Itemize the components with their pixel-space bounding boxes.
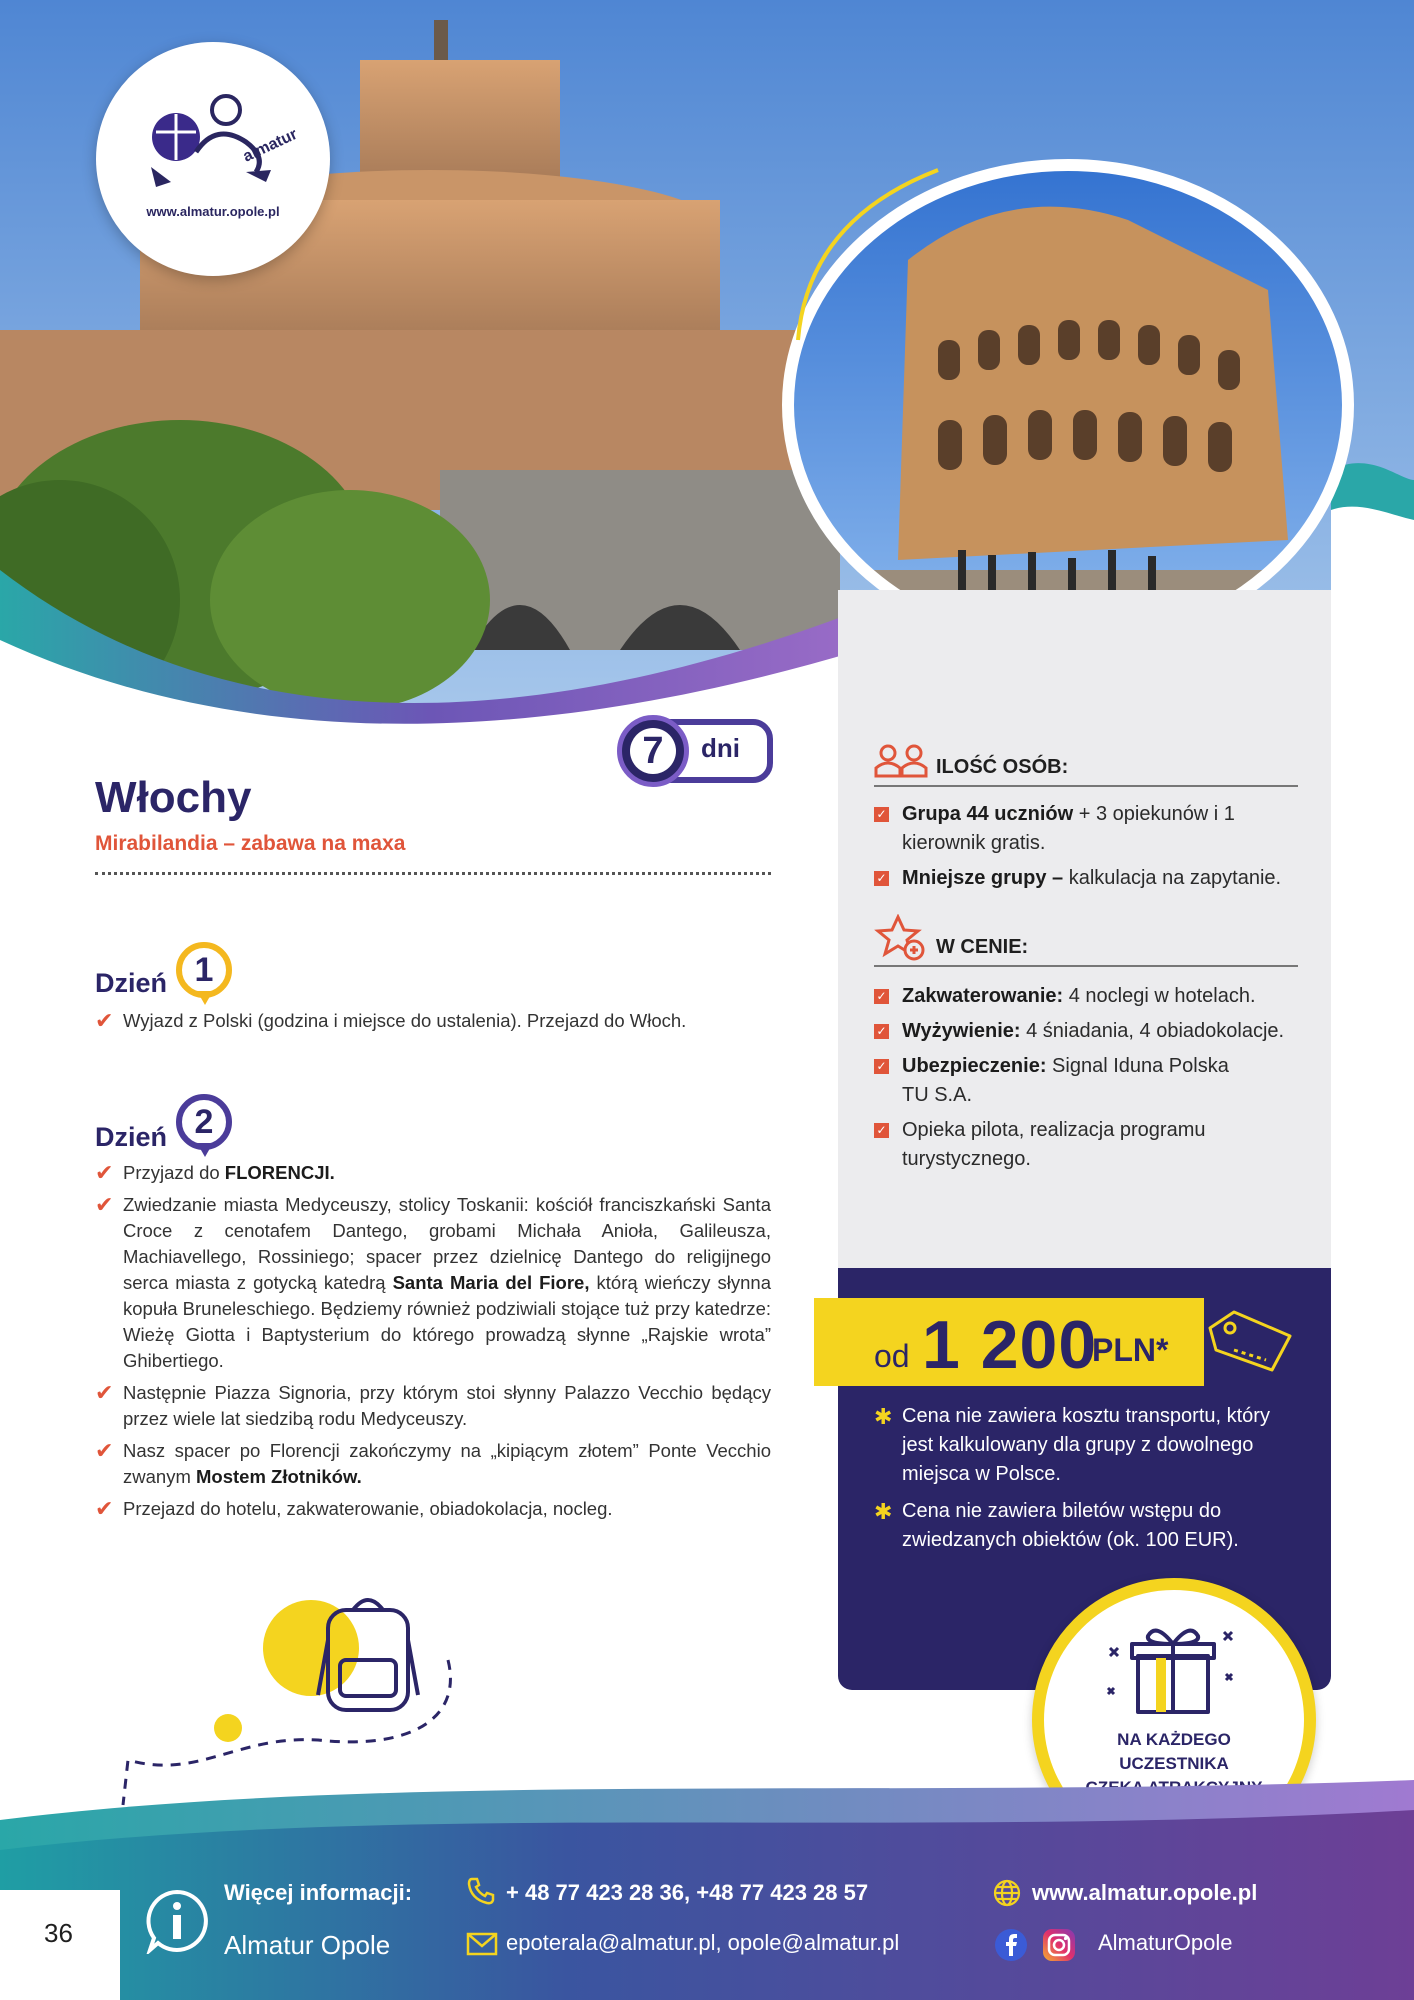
list-item: ✓ Zakwaterowanie: 4 noclegi w hotelach. xyxy=(874,982,1314,1011)
logo-url: www.almatur.opole.pl xyxy=(146,204,280,219)
list-item: ✔ Przejazd do hotelu, zakwaterowanie, obiadokolacja, nocleg. xyxy=(95,1496,613,1521)
days-count: 7 xyxy=(630,728,676,774)
day-1-number: 1 xyxy=(176,942,232,998)
checkbox-icon: ✓ xyxy=(874,1123,889,1138)
list-item: ✓ Ubezpieczenie: Signal Iduna Polska TU S.A. xyxy=(874,1052,1254,1110)
backpack-icon xyxy=(118,1590,458,1810)
checkbox-icon: ✓ xyxy=(874,871,889,886)
price-notes xyxy=(874,1402,1294,1563)
check-icon: ✔ xyxy=(95,1496,114,1521)
day-2-number: 2 xyxy=(176,1094,232,1150)
persons-list xyxy=(874,800,1314,899)
list-item: ✓ Grupa 44 uczniów + 3 opiekunów i 1 kierownik gratis. xyxy=(874,800,1314,858)
list-item: ✔ Nasz spacer po Florencji zakończymy na „kipiącym złotem” Ponte Vecchio zwanym Mostem Złotników. xyxy=(95,1438,771,1487)
included-list xyxy=(874,982,1314,1180)
day-2-pin-icon xyxy=(176,1094,236,1162)
globe-icon xyxy=(992,1878,1022,1908)
trip-title: Włochy xyxy=(95,773,252,822)
info-icon xyxy=(144,1888,210,1954)
email-addresses[interactable]: epoterala@almatur.pl, opole@almatur.pl xyxy=(506,1930,900,1955)
check-icon: ✔ xyxy=(95,1008,114,1033)
list-item: ✓ Wyżywienie: 4 śniadania, 4 obiadokolacje. xyxy=(874,1017,1314,1046)
check-icon: ✔ xyxy=(95,1160,114,1185)
day-2-list xyxy=(95,1160,771,1528)
gift-text: NA KAŻDEGO UCZESTNIKA xyxy=(1117,1730,1231,1773)
checkbox-icon: ✓ xyxy=(874,989,889,1004)
list-item: ✱ Cena nie zawiera kosztu transportu, który jest kalkulowany dla grupy z dowolnego miejsca w Polsce. xyxy=(874,1404,1270,1485)
almatur-logo[interactable] xyxy=(96,42,330,276)
check-icon: ✔ xyxy=(95,1192,114,1217)
gift-icon xyxy=(1104,1618,1244,1718)
org-name: Almatur Opole xyxy=(224,1930,391,1960)
list-item: ✓ Opieka pilota, realizacja programu turystycznego. xyxy=(874,1116,1254,1174)
page-number: 36 xyxy=(44,1918,73,1948)
facebook-icon[interactable] xyxy=(994,1928,1028,1962)
trip-subtitle: Mirabilandia – zabawa na maxa xyxy=(95,832,406,855)
asterisk-icon: ✱ xyxy=(874,1499,893,1524)
more-info-label: Więcej informacji: xyxy=(224,1880,413,1905)
price-tag-icon xyxy=(1204,1306,1294,1376)
price-currency: PLN* xyxy=(1092,1332,1169,1368)
list-item: ✔ Przyjazd do FLORENCJI. xyxy=(95,1160,335,1185)
day-2-heading: Dzień xyxy=(95,1122,168,1152)
colosseum-photo xyxy=(768,140,1358,655)
website-link[interactable]: www.almatur.opole.pl xyxy=(1032,1880,1258,1905)
svg-text:almatur: almatur xyxy=(240,125,301,166)
phone-icon xyxy=(466,1876,496,1906)
day-1-pin-icon xyxy=(176,942,236,1010)
days-badge xyxy=(617,715,775,787)
asterisk-icon: ✱ xyxy=(874,1404,893,1429)
price-prefix: od xyxy=(874,1338,910,1374)
dotted-divider xyxy=(95,872,771,875)
list-item: ✔ Zwiedzanie miasta Medyceuszy, stolicy Toskanii: kościół franciszkański Santa Croce z cenotafem Dantego, grobami Michała Anioła, Galileusza, Machiavellego, Rossiniego; spacer przez dzielnicę Dantego do religijnego serca miasta z gotycką katedrą Santa Maria del Fiore, którą wieńczy słynna kopuła Bruneleschiego. Będziemy również podziwiali stojące tuż przy katedrze: Wieżę Giotta i Baptysterium do którego prowadzą słynne „Rajskie wrota” Ghibertiego. xyxy=(95,1192,771,1371)
list-item: ✓ Mniejsze grupy – kalkulacja na zapytanie. xyxy=(874,864,1314,893)
checkbox-icon: ✓ xyxy=(874,1024,889,1039)
check-icon: ✔ xyxy=(95,1438,114,1463)
included-heading: W CENIE: xyxy=(874,936,1298,967)
days-badge-circle xyxy=(617,715,689,787)
colosseum-illustration xyxy=(768,140,1358,655)
days-label: dni xyxy=(701,733,740,763)
day-1-list xyxy=(95,1008,771,1040)
checkbox-icon: ✓ xyxy=(874,807,889,822)
list-item: ✔ Wyjazd z Polski (godzina i miejsce do ustalenia). Przejazd do Włoch. xyxy=(95,1008,687,1033)
mail-icon xyxy=(466,1932,498,1956)
price-amount: 1 200 xyxy=(922,1307,1098,1383)
list-item: ✔ Następnie Piazza Signoria, przy którym stoi słynny Palazzo Vecchio będący przez wiele lat siedzibą rodu Medyceuszy. xyxy=(95,1380,771,1429)
almatur-mascot-logo xyxy=(96,42,330,202)
checkbox-icon: ✓ xyxy=(874,1059,889,1074)
check-icon: ✔ xyxy=(95,1380,114,1405)
persons-heading: ILOŚĆ OSÓB: xyxy=(874,756,1298,787)
day-1-heading: Dzień xyxy=(95,968,168,998)
social-handle[interactable]: AlmaturOpole xyxy=(1098,1930,1233,1955)
phone-numbers[interactable]: + 48 77 423 28 36, +48 77 423 28 57 xyxy=(506,1880,869,1905)
list-item: ✱ Cena nie zawiera biletów wstępu do zwiedzanych obiektów (ok. 100 EUR). xyxy=(874,1499,1239,1551)
instagram-icon[interactable] xyxy=(1042,1928,1076,1962)
